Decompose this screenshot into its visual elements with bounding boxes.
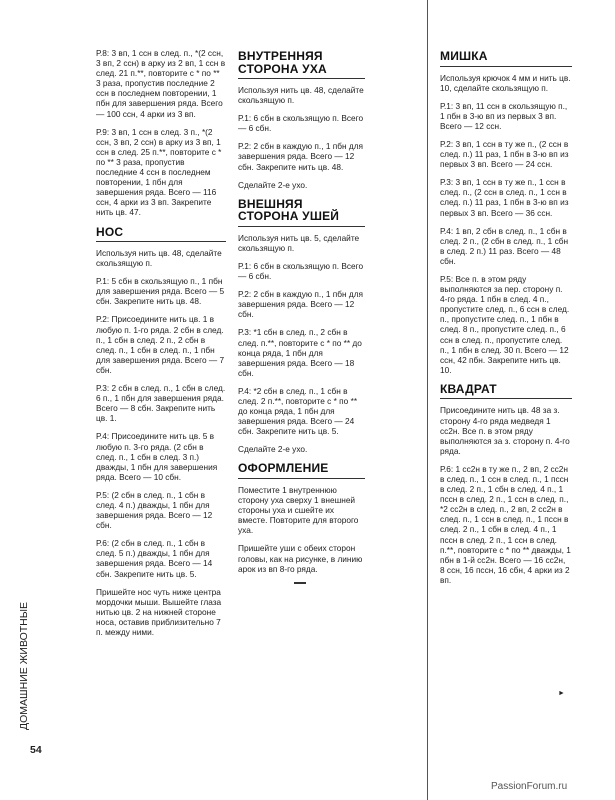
row-8-text: Р.8: 3 вп, 1 ссн в след. п., *(2 ссн, 3 вп, 2 ссн) в арку из 2 вп, 1 ссн в след. 21 п.**, повторите с * по ** 3 раза, пропустив последние 2 ссн в последнем повторении, 1 пбн для завершения ряда. Всего — 100 ссн, 4 арки из 3 вп. bbox=[96, 48, 226, 119]
end-dash bbox=[294, 582, 306, 584]
nose-row-3: Р.3: 2 сбн в след. п., 1 сбн в след. 6 п., 1 пбн для завершения ряда. Всего — 8 сбн. Закрепите нить цв. 1. bbox=[96, 383, 226, 424]
column-divider bbox=[427, 0, 428, 800]
bear-row-5: Р.5: Все п. в этом ряду выполняются за пер. сторону п. 4-го ряда. 1 пбн в след. 4 п., пропустите след. п., 6 ссн в след. п., пропустите след. п., 1 пбн в след. 8 п., пропустите след. п., 6 ссн в след. п., пропустите след. п., 1 пбн в след. 30 п. Всего — 12 ссн, 42 пбн. Закрепите нить цв. 10. bbox=[440, 274, 570, 375]
nose-intro: Используя нить цв. 48, сделайте скользящую п. bbox=[96, 248, 222, 269]
heading-rule bbox=[96, 241, 226, 242]
row-9-text: Р.9: 3 вп, 1 ссн в след. 3 п., *(2 ссн, 3 вп, 2 ссн) в арку из 3 вп, 1 ссн в след. 25 п.**, повторите с * по ** 3 раза, пропустив последние 4 ссн в последнем повторении, 1 пбн для завершения ряда. Всего — 116 ссн, 4 арки из 3 вп. Закрепите нить цв. 47. bbox=[96, 126, 222, 218]
column-middle bbox=[238, 48, 365, 584]
bear-row-3: Р.3: 3 вп, 1 ссн в ту же п., 1 ссн в след. п., (2 ссн в след. п., 1 ссн в след. п.) 11 раз, 1 пбн в 3-ю вп из первых 3 вп. Всего — 36 ссн. bbox=[440, 177, 569, 218]
nose-row-4: Р.4: Присоедините нить цв. 5 в любую п. 3-го ряда. (2 сбн в след. п., 1 сбн в след. 3 п.) дважды, 1 пбн для завершения ряда. Всего — 10 сбн. bbox=[96, 431, 218, 482]
inner-ear-end: Сделайте 2-е ухо. bbox=[238, 179, 308, 190]
column-left bbox=[96, 48, 226, 645]
outer-ear-intro: Используя нить цв. 5, сделайте скользящую п. bbox=[238, 232, 360, 253]
bear-row-4: Р.4: 1 вп, 2 сбн в след. п., 1 сбн в след. 2 п., (2 сбн в след. п., 1 сбн в след. 2 п.) 11 раз. Всего — 48 сбн. bbox=[440, 225, 569, 266]
inner-ear-heading: ВНУТРЕННЯЯ СТОРОНА УХА bbox=[238, 49, 327, 76]
outer-ear-row-4: Р.4: *2 сбн в след. п., 1 сбн в след. 2 п.**, повторите с * по ** до конца ряда, 1 пбн для завершения ряда. Всего — 24 сбн. Закрепите нить цв. 5. bbox=[238, 385, 358, 437]
heading-rule bbox=[238, 226, 365, 227]
outer-ear-heading: ВНЕШНЯЯ СТОРОНА УШЕЙ bbox=[238, 196, 340, 224]
nose-heading: НОС bbox=[96, 224, 124, 239]
nose-row-1: Р.1: 5 сбн в скользящую п., 1 пбн для завершения ряда. Всего — 5 сбн. Закрепите нить цв. 48. bbox=[96, 276, 225, 307]
inner-ear-row-1: Р.1: 6 сбн в скользящую п. Всего — 6 сбн. bbox=[238, 113, 364, 134]
bear-row-2: Р.2: 3 вп, 1 ссн в ту же п., (2 ссн в след. п.) 11 раз, 1 пбн в 3-ю вп из первых 3 вп. Всего — 24 ссн. bbox=[440, 138, 569, 170]
heading-rule bbox=[238, 478, 365, 479]
heading-rule bbox=[238, 78, 365, 79]
section-side-label: ДОМАШНИЕ ЖИВОТНЫЕ bbox=[18, 601, 30, 730]
nose-row-6: Р.6: (2 сбн в след. п., 1 сбн в след. 5 п.) дважды, 1 пбн для завершения ряда. Всего — 14 сбн. Закрепите нить цв. 5. bbox=[96, 538, 213, 579]
watermark: PassionForum.ru bbox=[491, 781, 568, 792]
continue-arrow-icon: ► bbox=[558, 690, 565, 697]
nose-row-2: Р.2: Присоедините нить цв. 1 в любую п. 1-го ряда. 2 сбн в след. п., 1 сбн в след. 2 п., 2 сбн в след. п., 1 сбн в след. п., 1 пбн для завершения ряда. Всего — 7 сбн. bbox=[96, 314, 225, 375]
outer-ear-end: Сделайте 2-е ухо. bbox=[238, 444, 308, 455]
bear-intro: Используя крючок 4 мм и нить цв. 10, сделайте скользящую п. bbox=[440, 72, 571, 93]
outer-ear-row-2: Р.2: 2 сбн в каждую п., 1 пбн для завершения ряда. Всего — 12 сбн. bbox=[238, 289, 364, 320]
bear-row-1: Р.1: 3 вп, 11 ссн в скользящую п., 1 пбн в 3-ю вп из первых 3 вп. Всего — 12 ссн. bbox=[440, 100, 568, 131]
finishing-step-2: Пришейте уши с обеих сторон головы, как на рисунке, в линию арок из вп 8-го ряда. bbox=[238, 543, 363, 574]
finishing-heading: ОФОРМЛЕНИЕ bbox=[238, 461, 329, 476]
outer-ear-row-1: Р.1: 6 сбн в скользящую п. Всего — 6 сбн. bbox=[238, 260, 364, 282]
square-heading: КВАДРАТ bbox=[440, 381, 497, 396]
nose-row-5: Р.5: (2 сбн в след. п., 1 сбн в след. 4 п.) дважды, 1 пбн для завершения ряда. Всего — 12 сбн. bbox=[96, 489, 213, 531]
inner-ear-row-2: Р.2: 2 сбн в каждую п., 1 пбн для завершения ряда. Всего — 12 сбн. Закрепите нить цв. 48. bbox=[238, 141, 364, 172]
bear-heading: МИШКА bbox=[440, 49, 488, 63]
square-row-6: Р.6: 1 сс2н в ту же п., 2 вп, 2 сс2н в след. п., 1 ссн в след. п., 1 пссн в след. 2 п., 1 сбн в след. 4 п., 1 пссн в след. 2 п., 1 ссн в след. п., *2 сс2н в след. п., 2 вп, 2 сс2н в след. п., 1 ссн в след. п., 1 пссн в след. 2 п., 1 сбн в след. 4 п., 1 пссн в след. 2 п., 1 ссн в след. п.**, повторите с * по ** дважды, 1 пбн в 1-й сс2н. Всего — 16 сс2н, 8 ссн, 16 пссн, 16 сбн, 4 арки из 2 вп. bbox=[440, 463, 571, 585]
finishing-step-1: Поместите 1 внутреннюю сторону уха сверху 1 внешней стороны уха и сшейте их вместе. Повторите для второго уха. bbox=[238, 484, 359, 536]
nose-finish: Пришейте нос чуть ниже центра мордочки мыши. Вышейте глаза нитью цв. 2 на нижней стороне носа, оставив приблизительно 7 п. между ними. bbox=[96, 586, 222, 637]
heading-rule bbox=[440, 66, 572, 67]
outer-ear-row-3: Р.3: *1 сбн в след. п., 2 сбн в след. п.**, повторите с * по ** до конца ряда, 1 пбн для завершения ряда. Всего — 18 сбн. bbox=[238, 327, 362, 378]
page-number: 54 bbox=[30, 744, 42, 756]
square-intro: Присоедините нить цв. 48 за з. сторону 4-го ряда медведя 1 сс2н. Все п. в этом ряду выполняются за з. сторону п. 4-го ряда. bbox=[440, 405, 570, 456]
column-right bbox=[440, 48, 572, 593]
heading-rule bbox=[440, 398, 572, 399]
inner-ear-intro: Используя нить цв. 48, сделайте скользящую п. bbox=[238, 85, 364, 106]
